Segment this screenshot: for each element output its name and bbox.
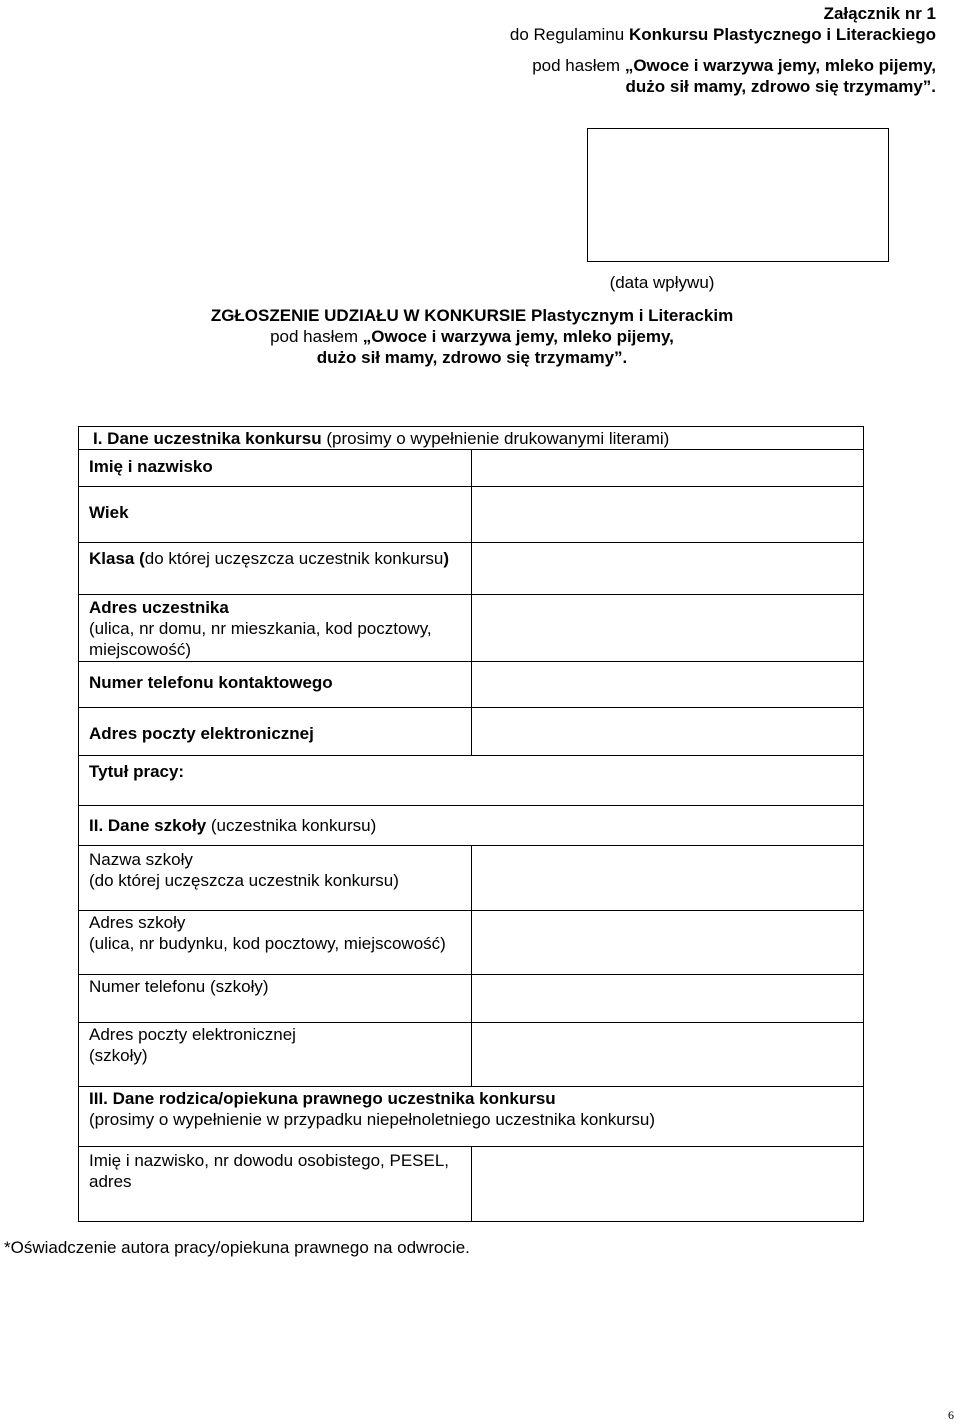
participant-email-row bbox=[79, 708, 864, 756]
participant-email-field[interactable] bbox=[471, 708, 864, 756]
section2-header-row bbox=[79, 806, 864, 846]
form-title bbox=[100, 305, 844, 368]
participant-class-field[interactable] bbox=[471, 543, 864, 595]
participant-address-row bbox=[79, 595, 864, 662]
section2-heading: II. Dane szkoły (uczestnika konkursu) bbox=[79, 806, 864, 846]
school-email-field[interactable] bbox=[471, 1023, 864, 1087]
participant-phone-label: Numer telefonu kontaktowego bbox=[79, 662, 472, 708]
declaration-note: *Oświadczenie autora pracy/opiekuna prawnego na odwrocie. bbox=[4, 1238, 470, 1257]
guardian-label: Imię i nazwisko, nr dowodu osobistego, PESEL, adres bbox=[79, 1147, 472, 1222]
school-phone-label: Numer telefonu (szkoły) bbox=[79, 975, 472, 1023]
work-title-row bbox=[79, 756, 864, 806]
participant-name-row bbox=[79, 450, 864, 487]
school-email-row bbox=[79, 1023, 864, 1087]
participant-age-label: Wiek bbox=[79, 487, 472, 543]
participant-address-field[interactable] bbox=[471, 595, 864, 662]
section1-header-row bbox=[79, 427, 864, 450]
participant-phone-row bbox=[79, 662, 864, 708]
school-email-label: Adres poczty elektronicznej (szkoły) bbox=[79, 1023, 472, 1087]
slogan-line-2: dużo sił mamy, zdrowo się trzymamy”. bbox=[625, 77, 936, 96]
regulation-line: do Regulaminu Konkursu Plastycznego i Literackiego bbox=[509, 25, 936, 44]
participant-address-label: Adres uczestnika (ulica, nr domu, nr mieszkania, kod pocztowy, miejscowość) bbox=[79, 595, 472, 662]
school-address-label: Adres szkoły (ulica, nr budynku, kod pocztowy, miejscowość) bbox=[79, 911, 472, 975]
form-title-line-3: dużo sił mamy, zdrowo się trzymamy”. bbox=[316, 348, 628, 367]
participant-age-row bbox=[79, 487, 864, 543]
participant-class-row bbox=[79, 543, 864, 595]
slogan-line-1: pod hasłem „Owoce i warzywa jemy, mleko pijemy, bbox=[532, 56, 936, 75]
form-title-line-2: pod hasłem „Owoce i warzywa jemy, mleko pijemy, bbox=[270, 327, 674, 346]
school-name-row bbox=[79, 846, 864, 911]
section1-heading: I. Dane uczestnika konkursu (prosimy o wypełnienie drukowanymi literami) bbox=[79, 427, 864, 450]
school-name-field[interactable] bbox=[471, 846, 864, 911]
school-phone-row bbox=[79, 975, 864, 1023]
participant-class-label: Klasa (do której uczęszcza uczestnik konkursu) bbox=[79, 543, 472, 595]
school-address-row bbox=[79, 911, 864, 975]
section3-header-row bbox=[79, 1087, 864, 1147]
school-phone-field[interactable] bbox=[471, 975, 864, 1023]
participant-age-field[interactable] bbox=[471, 487, 864, 543]
entry-form-table bbox=[78, 426, 864, 1222]
work-title-label: Tytuł pracy: bbox=[79, 756, 864, 806]
guardian-row bbox=[79, 1147, 864, 1222]
form-title-line-1: ZGŁOSZENIE UDZIAŁU W KONKURSIE Plastycznym i Literackim bbox=[210, 306, 734, 325]
attachment-number: Załącznik nr 1 bbox=[823, 4, 936, 23]
receipt-date-box[interactable] bbox=[587, 128, 889, 262]
page-number: 6 bbox=[948, 1408, 954, 1422]
participant-phone-field[interactable] bbox=[471, 662, 864, 708]
guardian-field[interactable] bbox=[471, 1147, 864, 1222]
attachment-header bbox=[236, 3, 936, 97]
school-address-field[interactable] bbox=[471, 911, 864, 975]
school-name-label: Nazwa szkoły (do której uczęszcza uczestnik konkursu) bbox=[79, 846, 472, 911]
participant-name-field[interactable] bbox=[471, 450, 864, 487]
participant-email-label: Adres poczty elektronicznej bbox=[79, 708, 472, 756]
receipt-date-caption: (data wpływu) bbox=[609, 273, 715, 292]
section3-heading: III. Dane rodzica/opiekuna prawnego uczestnika konkursu (prosimy o wypełnienie w przypadku niepełnoletniego uczestnika konkursu) bbox=[79, 1087, 864, 1147]
participant-name-label: Imię i nazwisko bbox=[79, 450, 472, 487]
